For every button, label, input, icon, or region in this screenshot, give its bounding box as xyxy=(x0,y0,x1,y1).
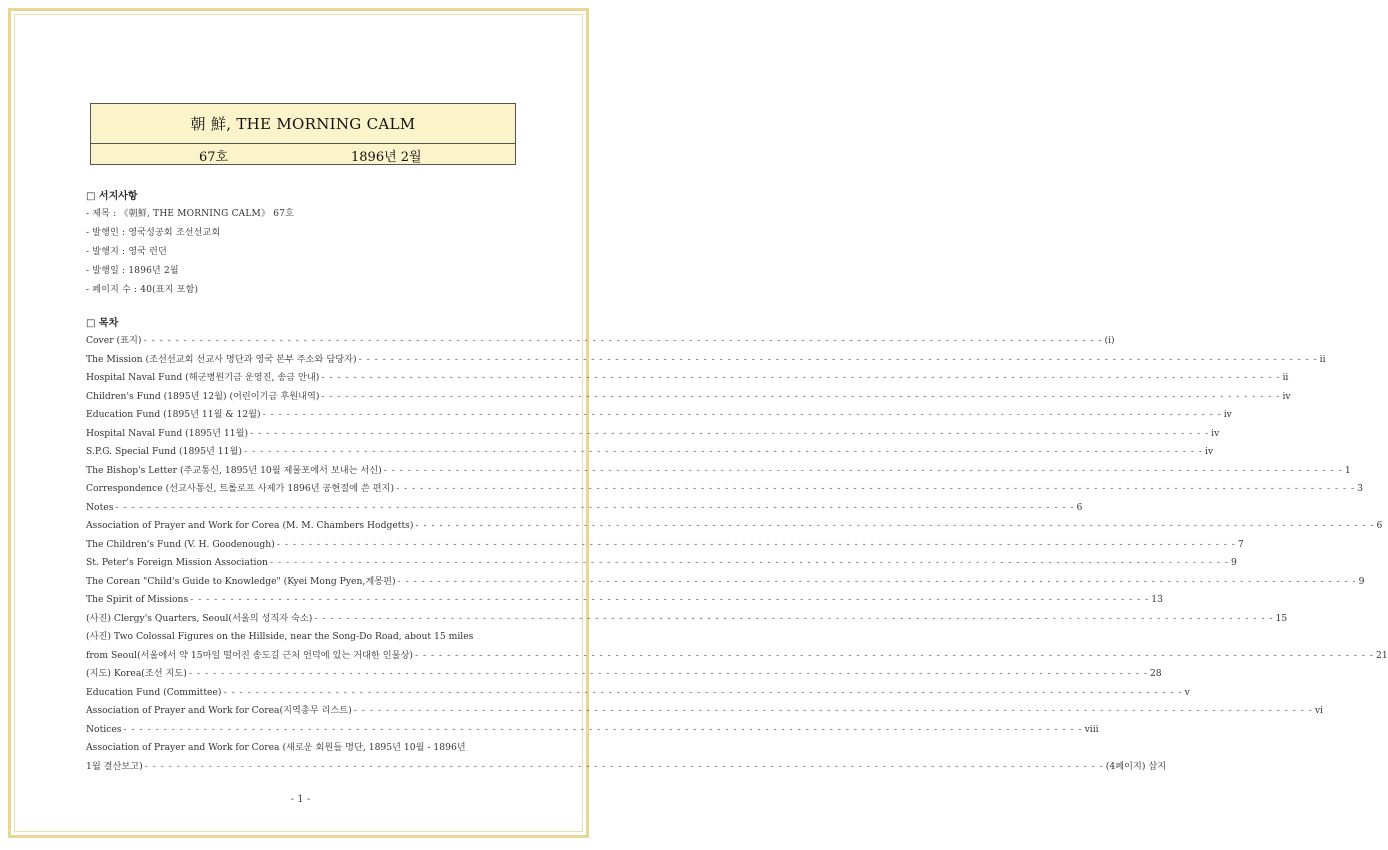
toc-leader: - - - - - - - - - - - - - - - - - - - - - - - - - - - - - - - - - - - - - - - - - - - - - - - - - - - - - - - - - - - - - - - - - - - - - - - - - - - - - - - - - - - - - - - - - - - - - - - - - - - - - - - - - - - - - - - - - - - - - - - - xyxy=(143,335,1103,346)
bib-list xyxy=(86,205,294,300)
toc-leader: - - - - - - - - - - - - - - - - - - - - - - - - - - - - - - - - - - - - - - - - - - - - - - - - - - - - - - - - - - - - - - - - - - - - - - - - - - - - - - - - - - - - - - - - - - - - - - - - - - - - - - - - - - - - - - - - - - - - - - - - xyxy=(397,575,1357,587)
toc-item xyxy=(86,406,1232,425)
toc-item-page: ii xyxy=(1282,372,1289,383)
toc-item-title: 1월 결산보고) xyxy=(86,760,143,772)
title-box xyxy=(90,103,516,165)
toc-item-page: (4페이지) 삽지 xyxy=(1105,760,1167,772)
toc-leader: - - - - - - - - - - - - - - - - - - - - - - - - - - - - - - - - - - - - - - - - - - - - - - - - - - - - - - - - - - - - - - - - - - - - - - - - - - - - - - - - - - - - - - - - - - - - - - - - - - - - - - - - - - - - - - - - - - - - - - - - xyxy=(190,594,1150,605)
bib-item: - 제목 : 《朝鮮, THE MORNING CALM》 67호 xyxy=(86,209,294,219)
toc-item xyxy=(86,758,1167,777)
toc-item-title: Children's Fund (1895년 12월) (어린이기금 후원내역) xyxy=(86,390,320,402)
toc-item-title: Hospital Naval Fund (1895년 11월) xyxy=(86,427,249,439)
toc-item-title: The Spirit of Missions xyxy=(86,594,189,605)
toc-item-title: Association of Prayer and Work for Corea (새로운 회원들 명단, 1895년 10월 - 1896년 xyxy=(86,742,466,753)
toc-leader: - - - - - - - - - - - - - - - - - - - - - - - - - - - - - - - - - - - - - - - - - - - - - - - - - - - - - - - - - - - - - - - - - - - - - - - - - - - - - - - - - - - - - - - - - - - - - - - - - - - - - - - - - - - - - - - - - - - - - - - - xyxy=(262,409,1222,420)
toc-item xyxy=(86,369,1289,388)
toc-item-title: The Mission (조선선교회 선교사 명단과 영국 본부 주소와 담당자) xyxy=(86,353,357,365)
toc-leader: - - - - - - - - - - - - - - - - - - - - - - - - - - - - - - - - - - - - - - - - - - - - - - - - - - - - - - - - - - - - - - - - - - - - - - - - - - - - - - - - - - - - - - - - - - - - - - - - - - - - - - - - - - - - - - - - - - - - - - - - xyxy=(414,649,1375,661)
toc-leader: - - - - - - - - - - - - - - - - - - - - - - - - - - - - - - - - - - - - - - - - - - - - - - - - - - - - - - - - - - - - - - - - - - - - - - - - - - - - - - - - - - - - - - - - - - - - - - - - - - - - - - - - - - - - - - - - - - - - - - - - xyxy=(353,705,1313,716)
toc-item-page: iv xyxy=(1223,409,1232,420)
issue-date: 1896년 2월 xyxy=(351,150,422,165)
toc-item-title: Association of Prayer and Work for Corea (M. M. Chambers Hodgetts) xyxy=(86,520,414,531)
toc-leader: - - - - - - - - - - - - - - - - - - - - - - - - - - - - - - - - - - - - - - - - - - - - - - - - - - - - - - - - - - - - - - - - - - - - - - - - - - - - - - - - - - - - - - - - - - - - - - - - - - - - - - - - - - - - - - - - - - - - - - - - xyxy=(250,427,1210,439)
toc-leader: - - - - - - - - - - - - - - - - - - - - - - - - - - - - - - - - - - - - - - - - - - - - - - - - - - - - - - - - - - - - - - - - - - - - - - - - - - - - - - - - - - - - - - - - - - - - - - - - - - - - - - - - - - - - - - - - - - - - - - - - xyxy=(115,501,1075,513)
toc-item-title: Correspondence (선교사통신, 트롤로프 사제가 1896년 공현절에 쓴 편지) xyxy=(86,483,395,494)
bib-item: - 발행인 : 영국성공회 조선선교회 xyxy=(86,228,221,238)
toc-item-page: v xyxy=(1184,686,1190,698)
toc-leader: - - - - - - - - - - - - - - - - - - - - - - - - - - - - - - - - - - - - - - - - - - - - - - - - - - - - - - - - - - - - - - - - - - - - - - - - - - - - - - - - - - - - - - - - - - - - - - - - - - - - - - - - - - - - - - - - - - - - - - - - xyxy=(314,612,1274,624)
toc-item xyxy=(86,425,1220,444)
toc-item xyxy=(86,610,1288,629)
toc-item-title: The Children's Fund (V. H. Goodenough) xyxy=(86,538,275,550)
toc-item xyxy=(86,351,1326,370)
toc-item xyxy=(86,499,1083,518)
toc-item-page: 6 xyxy=(1076,501,1083,513)
bib-item: - 발행지 : 영국 런던 xyxy=(86,247,167,257)
toc-item-title: from Seoul(서울에서 약 15마일 떨어진 송도길 근처 언덕에 있는 거대한 인물상) xyxy=(86,649,413,661)
toc-item-title: Notices xyxy=(86,723,122,735)
toc-item xyxy=(86,573,1365,592)
toc-item-page: 9 xyxy=(1231,557,1237,568)
toc-leader: - - - - - - - - - - - - - - - - - - - - - - - - - - - - - - - - - - - - - - - - - - - - - - - - - - - - - - - - - - - - - - - - - - - - - - - - - - - - - - - - - - - - - - - - - - - - - - - - - - - - - - - - - - - - - - - - - - - - - - - - xyxy=(188,668,1148,679)
toc-item-title: The Bishop's Letter (주교통신, 1895년 10월 제물포에서 보내는 서신) xyxy=(86,464,382,476)
toc-item-title: S.P.G. Special Fund (1895년 11월) xyxy=(86,446,242,457)
toc-item-page: 3 xyxy=(1357,483,1363,494)
toc-leader: - - - - - - - - - - - - - - - - - - - - - - - - - - - - - - - - - - - - - - - - - - - - - - - - - - - - - - - - - - - - - - - - - - - - - - - - - - - - - - - - - - - - - - - - - - - - - - - - - - - - - - - - - - - - - - - - - - - - - - - - xyxy=(321,372,1281,383)
toc-leader: - - - - - - - - - - - - - - - - - - - - - - - - - - - - - - - - - - - - - - - - - - - - - - - - - - - - - - - - - - - - - - - - - - - - - - - - - - - - - - - - - - - - - - - - - - - - - - - - - - - - - - - - - - - - - - - - - - - - - - - - xyxy=(415,520,1375,531)
toc-item xyxy=(86,443,1214,462)
toc-item xyxy=(86,721,1099,740)
toc-leader: - - - - - - - - - - - - - - - - - - - - - - - - - - - - - - - - - - - - - - - - - - - - - - - - - - - - - - - - - - - - - - - - - - - - - - - - - - - - - - - - - - - - - - - - - - - - - - - - - - - - - - - - - - - - - - - - - - - - - - - - xyxy=(358,353,1318,365)
toc-item xyxy=(86,517,1383,536)
toc-leader: - - - - - - - - - - - - - - - - - - - - - - - - - - - - - - - - - - - - - - - - - - - - - - - - - - - - - - - - - - - - - - - - - - - - - - - - - - - - - - - - - - - - - - - - - - - - - - - - - - - - - - - - - - - - - - - - - - - - - - - - xyxy=(321,390,1281,402)
toc-leader: - - - - - - - - - - - - - - - - - - - - - - - - - - - - - - - - - - - - - - - - - - - - - - - - - - - - - - - - - - - - - - - - - - - - - - - - - - - - - - - - - - - - - - - - - - - - - - - - - - - - - - - - - - - - - - - - - - - - - - - - xyxy=(383,464,1343,476)
toc-item xyxy=(86,684,1190,703)
toc-leader: - - - - - - - - - - - - - - - - - - - - - - - - - - - - - - - - - - - - - - - - - - - - - - - - - - - - - - - - - - - - - - - - - - - - - - - - - - - - - - - - - - - - - - - - - - - - - - - - - - - - - - - - - - - - - - - - - - - - - - - - xyxy=(276,538,1236,550)
toc-item xyxy=(86,554,1237,573)
toc-item-title: The Corean "Child's Guide to Knowledge" (Kyei Mong Pyen,계몽편) xyxy=(86,575,396,587)
issue-number: 67호 xyxy=(199,150,229,165)
toc-item-title: Hospital Naval Fund (해군병원기금 운영진, 송금 안내) xyxy=(86,372,320,383)
toc-item-page: 1 xyxy=(1344,464,1351,476)
toc-item-title: Cover (표지) xyxy=(86,335,142,346)
toc-item xyxy=(86,536,1244,555)
toc-item xyxy=(86,388,1291,407)
toc-item-page: 6 xyxy=(1376,520,1383,531)
toc-item xyxy=(86,702,1323,721)
toc-item-title: Education Fund (1895년 11월 & 12월) xyxy=(86,409,261,420)
toc-item-page: iv xyxy=(1211,427,1220,439)
toc-heading: □ 목차 xyxy=(86,318,119,329)
toc-item-title: Association of Prayer and Work for Corea(지역총무 리스트) xyxy=(86,705,352,716)
toc-item-title: (사진) Two Colossal Figures on the Hillside, near the Song-Do Road, about 15 miles xyxy=(86,631,474,642)
toc-item-title: St. Peter's Foreign Mission Association xyxy=(86,557,268,568)
toc-item-title: Education Fund (Committee) xyxy=(86,686,222,698)
toc-leader: - - - - - - - - - - - - - - - - - - - - - - - - - - - - - - - - - - - - - - - - - - - - - - - - - - - - - - - - - - - - - - - - - - - - - - - - - - - - - - - - - - - - - - - - - - - - - - - - - - - - - - - - - - - - - - - - - - - - - - - - xyxy=(223,686,1183,698)
toc-item-page: ii xyxy=(1319,353,1326,365)
toc-item xyxy=(86,462,1351,481)
toc-item-page: (i) xyxy=(1104,335,1115,346)
issue-row xyxy=(91,144,515,165)
toc-item-page: 21 xyxy=(1376,649,1388,661)
toc-item-page: iv xyxy=(1205,446,1214,457)
toc-leader: - - - - - - - - - - - - - - - - - - - - - - - - - - - - - - - - - - - - - - - - - - - - - - - - - - - - - - - - - - - - - - - - - - - - - - - - - - - - - - - - - - - - - - - - - - - - - - - - - - - - - - - - - - - - - - - - - - - - - - - - xyxy=(123,723,1083,735)
toc-item xyxy=(86,332,1115,351)
toc-item-title: (사진) Clergy's Quarters, Seoul(서울의 성직자 숙소) xyxy=(86,612,313,624)
toc-item xyxy=(86,591,1163,610)
toc-leader: - - - - - - - - - - - - - - - - - - - - - - - - - - - - - - - - - - - - - - - - - - - - - - - - - - - - - - - - - - - - - - - - - - - - - - - - - - - - - - - - - - - - - - - - - - - - - - - - - - - - - - - - - - - - - - - - - - - - - - - - xyxy=(396,483,1356,494)
bib-item: - 발행일 : 1896년 2월 xyxy=(86,266,179,276)
bib-heading: □ 서지사항 xyxy=(86,191,138,202)
toc-item-page: 7 xyxy=(1237,538,1244,550)
toc-item-page: vi xyxy=(1314,705,1323,716)
toc-leader: - - - - - - - - - - - - - - - - - - - - - - - - - - - - - - - - - - - - - - - - - - - - - - - - - - - - - - - - - - - - - - - - - - - - - - - - - - - - - - - - - - - - - - - - - - - - - - - - - - - - - - - - - - - - - - - - - - - - - - - - xyxy=(269,557,1229,568)
toc-item xyxy=(86,480,1363,499)
page-number: - 1 - xyxy=(290,794,311,805)
toc-item-page: viii xyxy=(1084,723,1099,735)
toc-item-page: 28 xyxy=(1149,668,1162,679)
toc-list xyxy=(86,332,1388,776)
toc-leader: - - - - - - - - - - - - - - - - - - - - - - - - - - - - - - - - - - - - - - - - - - - - - - - - - - - - - - - - - - - - - - - - - - - - - - - - - - - - - - - - - - - - - - - - - - - - - - - - - - - - - - - - - - - - - - - - - - - - - - - - xyxy=(243,446,1203,457)
toc-item-title: Notes xyxy=(86,501,114,513)
toc-item xyxy=(86,665,1162,684)
toc-item-page: iv xyxy=(1282,390,1291,402)
document-title: 朝 鮮, THE MORNING CALM xyxy=(91,104,515,144)
toc-item-page: 13 xyxy=(1151,594,1163,605)
toc-item-title: (지도) Korea(조선 지도) xyxy=(86,668,187,679)
toc-leader: - - - - - - - - - - - - - - - - - - - - - - - - - - - - - - - - - - - - - - - - - - - - - - - - - - - - - - - - - - - - - - - - - - - - - - - - - - - - - - - - - - - - - - - - - - - - - - - - - - - - - - - - - - - - - - - - - - - - - - - - xyxy=(144,760,1104,772)
bib-item: - 페이지 수 : 40(표지 포함) xyxy=(86,285,199,295)
toc-item-page: 15 xyxy=(1275,612,1288,624)
toc-item-page: 9 xyxy=(1358,575,1365,587)
toc-item xyxy=(86,647,1388,666)
